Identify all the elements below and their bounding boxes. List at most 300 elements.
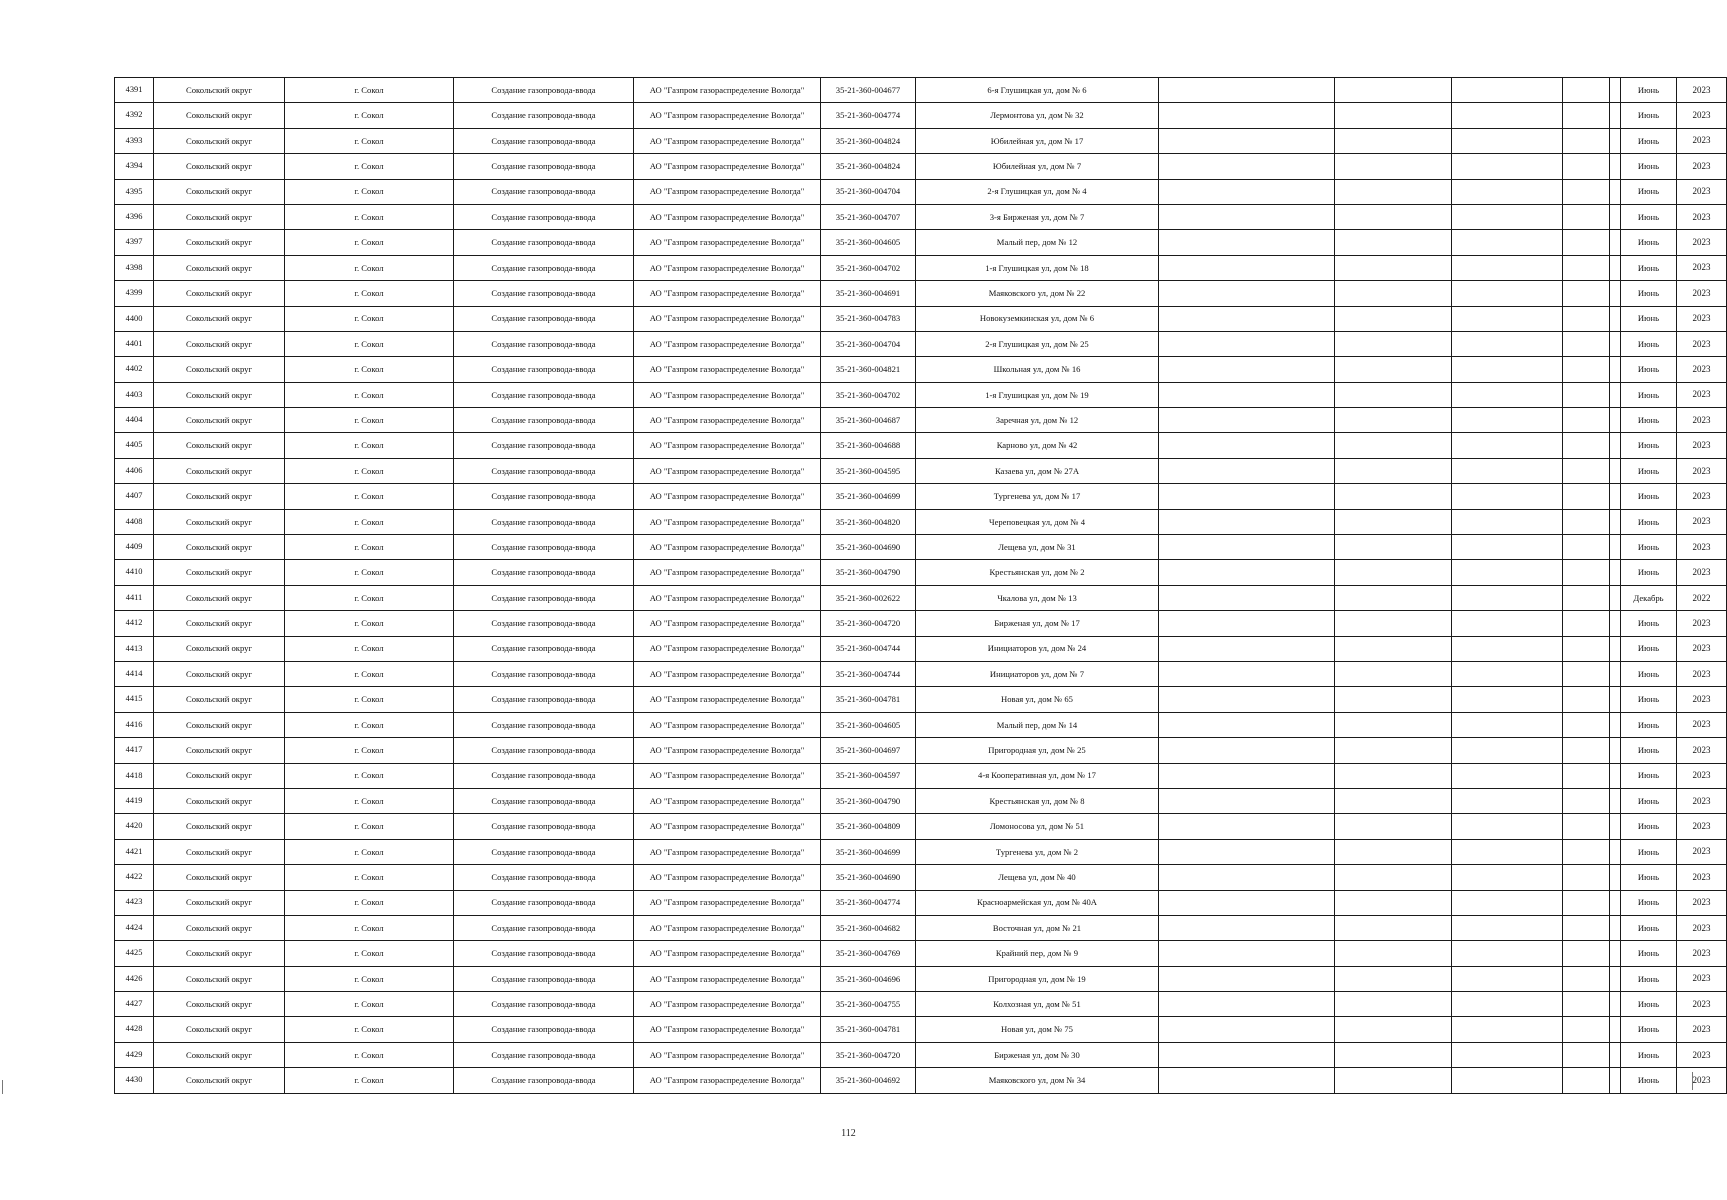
work-type-cell: Создание газопровода-ввода bbox=[454, 408, 634, 433]
month-cell: Июнь bbox=[1621, 230, 1677, 255]
month-cell: Июнь bbox=[1621, 154, 1677, 179]
work-type-cell: Создание газопровода-ввода bbox=[454, 585, 634, 610]
year-cell: 2023 bbox=[1677, 788, 1727, 813]
month-cell: Июнь bbox=[1621, 661, 1677, 686]
empty-cell bbox=[1610, 78, 1621, 103]
district-cell: Сокольский округ bbox=[154, 433, 285, 458]
empty-cell bbox=[1159, 154, 1335, 179]
empty-cell bbox=[1335, 204, 1452, 229]
scan-edge-mark bbox=[1692, 1072, 1693, 1090]
empty-cell bbox=[1563, 636, 1610, 661]
city-cell: г. Сокол bbox=[285, 865, 454, 890]
empty-cell bbox=[1452, 306, 1563, 331]
empty-cell bbox=[1563, 992, 1610, 1017]
organization-cell: АО "Газпром газораспределение Вологда" bbox=[634, 433, 821, 458]
empty-cell bbox=[1159, 408, 1335, 433]
organization-cell: АО "Газпром газораспределение Вологда" bbox=[634, 458, 821, 483]
year-cell: 2023 bbox=[1677, 890, 1727, 915]
month-cell: Декабрь bbox=[1621, 585, 1677, 610]
organization-cell: АО "Газпром газораспределение Вологда" bbox=[634, 839, 821, 864]
empty-cell bbox=[1159, 865, 1335, 890]
year-cell: 2023 bbox=[1677, 458, 1727, 483]
object-code-cell: 35-21-360-004597 bbox=[821, 763, 916, 788]
row-number: 4424 bbox=[115, 915, 154, 940]
row-number: 4415 bbox=[115, 687, 154, 712]
empty-cell bbox=[1452, 128, 1563, 153]
object-code-cell: 35-21-360-004697 bbox=[821, 738, 916, 763]
year-cell: 2022 bbox=[1677, 585, 1727, 610]
city-cell: г. Сокол bbox=[285, 661, 454, 686]
empty-cell bbox=[1159, 788, 1335, 813]
empty-cell bbox=[1610, 941, 1621, 966]
table-row bbox=[115, 560, 1727, 585]
year-cell: 2023 bbox=[1677, 839, 1727, 864]
district-cell: Сокольский округ bbox=[154, 585, 285, 610]
address-cell: 2-я Глушицкая ул, дом № 4 bbox=[916, 179, 1159, 204]
address-cell: Красноармейская ул, дом № 40А bbox=[916, 890, 1159, 915]
year-cell: 2023 bbox=[1677, 306, 1727, 331]
empty-cell bbox=[1335, 636, 1452, 661]
object-code-cell: 35-21-360-004605 bbox=[821, 712, 916, 737]
empty-cell bbox=[1610, 484, 1621, 509]
table-row bbox=[115, 712, 1727, 737]
empty-cell bbox=[1335, 433, 1452, 458]
organization-cell: АО "Газпром газораспределение Вологда" bbox=[634, 992, 821, 1017]
district-cell: Сокольский округ bbox=[154, 255, 285, 280]
work-type-cell: Создание газопровода-ввода bbox=[454, 154, 634, 179]
empty-cell bbox=[1610, 331, 1621, 356]
organization-cell: АО "Газпром газораспределение Вологда" bbox=[634, 154, 821, 179]
empty-cell bbox=[1452, 560, 1563, 585]
city-cell: г. Сокол bbox=[285, 204, 454, 229]
empty-cell bbox=[1335, 458, 1452, 483]
district-cell: Сокольский округ bbox=[154, 306, 285, 331]
empty-cell bbox=[1563, 230, 1610, 255]
address-cell: Малый пер, дом № 14 bbox=[916, 712, 1159, 737]
row-number: 4417 bbox=[115, 738, 154, 763]
table-row bbox=[115, 865, 1727, 890]
empty-cell bbox=[1610, 179, 1621, 204]
city-cell: г. Сокол bbox=[285, 814, 454, 839]
work-type-cell: Создание газопровода-ввода bbox=[454, 788, 634, 813]
empty-cell bbox=[1452, 941, 1563, 966]
year-cell: 2023 bbox=[1677, 154, 1727, 179]
empty-cell bbox=[1335, 788, 1452, 813]
address-cell: Новая ул, дом № 65 bbox=[916, 687, 1159, 712]
organization-cell: АО "Газпром газораспределение Вологда" bbox=[634, 687, 821, 712]
month-cell: Июнь bbox=[1621, 509, 1677, 534]
empty-cell bbox=[1563, 331, 1610, 356]
table-row bbox=[115, 179, 1727, 204]
month-cell: Июнь bbox=[1621, 992, 1677, 1017]
empty-cell bbox=[1563, 814, 1610, 839]
row-number: 4399 bbox=[115, 281, 154, 306]
empty-cell bbox=[1563, 585, 1610, 610]
empty-cell bbox=[1452, 281, 1563, 306]
address-cell: Маяковского ул, дом № 34 bbox=[916, 1068, 1159, 1093]
work-type-cell: Создание газопровода-ввода bbox=[454, 636, 634, 661]
empty-cell bbox=[1610, 611, 1621, 636]
empty-cell bbox=[1610, 636, 1621, 661]
empty-cell bbox=[1563, 509, 1610, 534]
empty-cell bbox=[1563, 560, 1610, 585]
address-cell: Карново ул, дом № 42 bbox=[916, 433, 1159, 458]
empty-cell bbox=[1610, 103, 1621, 128]
district-cell: Сокольский округ bbox=[154, 78, 285, 103]
organization-cell: АО "Газпром газораспределение Вологда" bbox=[634, 357, 821, 382]
organization-cell: АО "Газпром газораспределение Вологда" bbox=[634, 103, 821, 128]
object-code-cell: 35-21-360-004702 bbox=[821, 255, 916, 280]
row-number: 4393 bbox=[115, 128, 154, 153]
table-row bbox=[115, 484, 1727, 509]
city-cell: г. Сокол bbox=[285, 331, 454, 356]
month-cell: Июнь bbox=[1621, 915, 1677, 940]
district-cell: Сокольский округ bbox=[154, 103, 285, 128]
empty-cell bbox=[1159, 941, 1335, 966]
organization-cell: АО "Газпром газораспределение Вологда" bbox=[634, 585, 821, 610]
object-code-cell: 35-21-360-004790 bbox=[821, 788, 916, 813]
empty-cell bbox=[1159, 1017, 1335, 1042]
work-type-cell: Создание газопровода-ввода bbox=[454, 306, 634, 331]
year-cell: 2023 bbox=[1677, 966, 1727, 991]
table-row bbox=[115, 915, 1727, 940]
empty-cell bbox=[1335, 712, 1452, 737]
organization-cell: АО "Газпром газораспределение Вологда" bbox=[634, 535, 821, 560]
month-cell: Июнь bbox=[1621, 535, 1677, 560]
work-type-cell: Создание газопровода-ввода bbox=[454, 484, 634, 509]
object-code-cell: 35-21-360-004744 bbox=[821, 661, 916, 686]
empty-cell bbox=[1610, 814, 1621, 839]
organization-cell: АО "Газпром газораспределение Вологда" bbox=[634, 712, 821, 737]
empty-cell bbox=[1563, 839, 1610, 864]
month-cell: Июнь bbox=[1621, 814, 1677, 839]
city-cell: г. Сокол bbox=[285, 585, 454, 610]
month-cell: Июнь bbox=[1621, 357, 1677, 382]
empty-cell bbox=[1335, 230, 1452, 255]
empty-cell bbox=[1159, 1068, 1335, 1093]
city-cell: г. Сокол bbox=[285, 890, 454, 915]
year-cell: 2023 bbox=[1677, 103, 1727, 128]
district-cell: Сокольский округ bbox=[154, 230, 285, 255]
address-cell: Пригородная ул, дом № 19 bbox=[916, 966, 1159, 991]
organization-cell: АО "Газпром газораспределение Вологда" bbox=[634, 306, 821, 331]
work-type-cell: Создание газопровода-ввода bbox=[454, 433, 634, 458]
city-cell: г. Сокол bbox=[285, 408, 454, 433]
empty-cell bbox=[1452, 763, 1563, 788]
year-cell: 2023 bbox=[1677, 611, 1727, 636]
empty-cell bbox=[1563, 306, 1610, 331]
work-type-cell: Создание газопровода-ввода bbox=[454, 179, 634, 204]
empty-cell bbox=[1335, 382, 1452, 407]
empty-cell bbox=[1563, 915, 1610, 940]
row-number: 4392 bbox=[115, 103, 154, 128]
address-cell: Инициаторов ул, дом № 24 bbox=[916, 636, 1159, 661]
row-number: 4391 bbox=[115, 78, 154, 103]
district-cell: Сокольский округ bbox=[154, 535, 285, 560]
table-row bbox=[115, 103, 1727, 128]
empty-cell bbox=[1563, 408, 1610, 433]
month-cell: Июнь bbox=[1621, 78, 1677, 103]
address-cell: 6-я Глушицкая ул, дом № 6 bbox=[916, 78, 1159, 103]
table-row bbox=[115, 204, 1727, 229]
district-cell: Сокольский округ bbox=[154, 154, 285, 179]
year-cell: 2023 bbox=[1677, 560, 1727, 585]
row-number: 4421 bbox=[115, 839, 154, 864]
year-cell: 2023 bbox=[1677, 712, 1727, 737]
city-cell: г. Сокол bbox=[285, 281, 454, 306]
district-cell: Сокольский округ bbox=[154, 484, 285, 509]
row-number: 4397 bbox=[115, 230, 154, 255]
city-cell: г. Сокол bbox=[285, 839, 454, 864]
address-cell: Тургенева ул, дом № 2 bbox=[916, 839, 1159, 864]
city-cell: г. Сокол bbox=[285, 484, 454, 509]
empty-cell bbox=[1159, 1042, 1335, 1067]
year-cell: 2023 bbox=[1677, 1042, 1727, 1067]
city-cell: г. Сокол bbox=[285, 966, 454, 991]
work-type-cell: Создание газопровода-ввода bbox=[454, 687, 634, 712]
month-cell: Июнь bbox=[1621, 1042, 1677, 1067]
object-code-cell: 35-21-360-004682 bbox=[821, 915, 916, 940]
work-type-cell: Создание газопровода-ввода bbox=[454, 255, 634, 280]
row-number: 4419 bbox=[115, 788, 154, 813]
organization-cell: АО "Газпром газораспределение Вологда" bbox=[634, 484, 821, 509]
work-type-cell: Создание газопровода-ввода bbox=[454, 966, 634, 991]
empty-cell bbox=[1159, 687, 1335, 712]
row-number: 4410 bbox=[115, 560, 154, 585]
page-number: 112 bbox=[841, 1128, 856, 1139]
year-cell: 2023 bbox=[1677, 255, 1727, 280]
work-type-cell: Создание газопровода-ввода bbox=[454, 382, 634, 407]
table-row bbox=[115, 585, 1727, 610]
city-cell: г. Сокол bbox=[285, 611, 454, 636]
row-number: 4414 bbox=[115, 661, 154, 686]
month-cell: Июнь bbox=[1621, 103, 1677, 128]
empty-cell bbox=[1452, 484, 1563, 509]
organization-cell: АО "Газпром газораспределение Вологда" bbox=[634, 1017, 821, 1042]
object-code-cell: 35-21-360-004774 bbox=[821, 103, 916, 128]
empty-cell bbox=[1563, 382, 1610, 407]
empty-cell bbox=[1563, 281, 1610, 306]
address-cell: Крайний пер, дом № 9 bbox=[916, 941, 1159, 966]
row-number: 4408 bbox=[115, 509, 154, 534]
month-cell: Июнь bbox=[1621, 128, 1677, 153]
year-cell: 2023 bbox=[1677, 128, 1727, 153]
empty-cell bbox=[1563, 179, 1610, 204]
object-code-cell: 35-21-360-004704 bbox=[821, 179, 916, 204]
table-row bbox=[115, 255, 1727, 280]
month-cell: Июнь bbox=[1621, 306, 1677, 331]
object-code-cell: 35-21-360-004720 bbox=[821, 1042, 916, 1067]
city-cell: г. Сокол bbox=[285, 382, 454, 407]
district-cell: Сокольский округ bbox=[154, 687, 285, 712]
empty-cell bbox=[1335, 585, 1452, 610]
work-type-cell: Создание газопровода-ввода bbox=[454, 458, 634, 483]
table-row bbox=[115, 661, 1727, 686]
empty-cell bbox=[1335, 865, 1452, 890]
row-number: 4430 bbox=[115, 1068, 154, 1093]
empty-cell bbox=[1610, 585, 1621, 610]
work-type-cell: Создание газопровода-ввода bbox=[454, 890, 634, 915]
work-type-cell: Создание газопровода-ввода bbox=[454, 204, 634, 229]
district-cell: Сокольский округ bbox=[154, 1017, 285, 1042]
address-cell: 1-я Глушицкая ул, дом № 18 bbox=[916, 255, 1159, 280]
table-row bbox=[115, 890, 1727, 915]
empty-cell bbox=[1335, 941, 1452, 966]
table-row bbox=[115, 509, 1727, 534]
month-cell: Июнь bbox=[1621, 179, 1677, 204]
empty-cell bbox=[1563, 763, 1610, 788]
empty-cell bbox=[1610, 357, 1621, 382]
empty-cell bbox=[1610, 763, 1621, 788]
work-type-cell: Создание газопровода-ввода bbox=[454, 1017, 634, 1042]
month-cell: Июнь bbox=[1621, 890, 1677, 915]
empty-cell bbox=[1563, 890, 1610, 915]
month-cell: Июнь bbox=[1621, 687, 1677, 712]
object-code-cell: 35-21-360-004790 bbox=[821, 560, 916, 585]
object-code-cell: 35-21-360-004690 bbox=[821, 865, 916, 890]
empty-cell bbox=[1159, 839, 1335, 864]
empty-cell bbox=[1335, 128, 1452, 153]
object-code-cell: 35-21-360-004821 bbox=[821, 357, 916, 382]
address-cell: Новокуземкинская ул, дом № 6 bbox=[916, 306, 1159, 331]
empty-cell bbox=[1610, 509, 1621, 534]
district-cell: Сокольский округ bbox=[154, 611, 285, 636]
empty-cell bbox=[1159, 382, 1335, 407]
empty-cell bbox=[1610, 865, 1621, 890]
organization-cell: АО "Газпром газораспределение Вологда" bbox=[634, 509, 821, 534]
city-cell: г. Сокол bbox=[285, 357, 454, 382]
row-number: 4416 bbox=[115, 712, 154, 737]
city-cell: г. Сокол bbox=[285, 636, 454, 661]
city-cell: г. Сокол bbox=[285, 230, 454, 255]
empty-cell bbox=[1335, 915, 1452, 940]
object-code-cell: 35-21-360-004774 bbox=[821, 890, 916, 915]
empty-cell bbox=[1452, 585, 1563, 610]
empty-cell bbox=[1159, 128, 1335, 153]
object-code-cell: 35-21-360-004824 bbox=[821, 154, 916, 179]
year-cell: 2023 bbox=[1677, 331, 1727, 356]
empty-cell bbox=[1563, 154, 1610, 179]
empty-cell bbox=[1452, 915, 1563, 940]
empty-cell bbox=[1610, 382, 1621, 407]
row-number: 4412 bbox=[115, 611, 154, 636]
year-cell: 2023 bbox=[1677, 941, 1727, 966]
address-cell: Колхозная ул, дом № 51 bbox=[916, 992, 1159, 1017]
address-cell: Череповецкая ул, дом № 4 bbox=[916, 509, 1159, 534]
row-number: 4409 bbox=[115, 535, 154, 560]
row-number: 4402 bbox=[115, 357, 154, 382]
empty-cell bbox=[1610, 1017, 1621, 1042]
empty-cell bbox=[1452, 738, 1563, 763]
empty-cell bbox=[1610, 839, 1621, 864]
address-cell: Чкалова ул, дом № 13 bbox=[916, 585, 1159, 610]
table-row bbox=[115, 433, 1727, 458]
empty-cell bbox=[1563, 255, 1610, 280]
work-type-cell: Создание газопровода-ввода bbox=[454, 1068, 634, 1093]
empty-cell bbox=[1335, 814, 1452, 839]
district-cell: Сокольский округ bbox=[154, 204, 285, 229]
table-body bbox=[115, 78, 1727, 1094]
empty-cell bbox=[1159, 433, 1335, 458]
month-cell: Июнь bbox=[1621, 865, 1677, 890]
district-cell: Сокольский округ bbox=[154, 839, 285, 864]
work-type-cell: Создание газопровода-ввода bbox=[454, 78, 634, 103]
address-cell: Казаева ул, дом № 27А bbox=[916, 458, 1159, 483]
year-cell: 2023 bbox=[1677, 992, 1727, 1017]
row-number: 4426 bbox=[115, 966, 154, 991]
address-cell: Юбилейная ул, дом № 17 bbox=[916, 128, 1159, 153]
empty-cell bbox=[1452, 839, 1563, 864]
empty-cell bbox=[1159, 331, 1335, 356]
empty-cell bbox=[1610, 712, 1621, 737]
object-code-cell: 35-21-360-004687 bbox=[821, 408, 916, 433]
empty-cell bbox=[1452, 535, 1563, 560]
city-cell: г. Сокол bbox=[285, 306, 454, 331]
empty-cell bbox=[1610, 890, 1621, 915]
empty-cell bbox=[1452, 103, 1563, 128]
table-row bbox=[115, 408, 1727, 433]
row-number: 4394 bbox=[115, 154, 154, 179]
city-cell: г. Сокол bbox=[285, 738, 454, 763]
month-cell: Июнь bbox=[1621, 788, 1677, 813]
year-cell: 2023 bbox=[1677, 357, 1727, 382]
year-cell: 2023 bbox=[1677, 661, 1727, 686]
empty-cell bbox=[1335, 78, 1452, 103]
district-cell: Сокольский округ bbox=[154, 509, 285, 534]
empty-cell bbox=[1335, 535, 1452, 560]
empty-cell bbox=[1563, 611, 1610, 636]
empty-cell bbox=[1610, 788, 1621, 813]
empty-cell bbox=[1563, 103, 1610, 128]
organization-cell: АО "Газпром газораспределение Вологда" bbox=[634, 230, 821, 255]
empty-cell bbox=[1335, 1068, 1452, 1093]
district-cell: Сокольский округ bbox=[154, 179, 285, 204]
work-type-cell: Создание газопровода-ввода bbox=[454, 611, 634, 636]
empty-cell bbox=[1159, 204, 1335, 229]
organization-cell: АО "Газпром газораспределение Вологда" bbox=[634, 331, 821, 356]
row-number: 4404 bbox=[115, 408, 154, 433]
city-cell: г. Сокол bbox=[285, 179, 454, 204]
month-cell: Июнь bbox=[1621, 712, 1677, 737]
empty-cell bbox=[1159, 992, 1335, 1017]
empty-cell bbox=[1610, 306, 1621, 331]
empty-cell bbox=[1610, 738, 1621, 763]
year-cell: 2023 bbox=[1677, 687, 1727, 712]
empty-cell bbox=[1335, 661, 1452, 686]
empty-cell bbox=[1563, 661, 1610, 686]
month-cell: Июнь bbox=[1621, 433, 1677, 458]
city-cell: г. Сокол bbox=[285, 788, 454, 813]
row-number: 4422 bbox=[115, 865, 154, 890]
empty-cell bbox=[1452, 661, 1563, 686]
district-cell: Сокольский округ bbox=[154, 712, 285, 737]
organization-cell: АО "Газпром газораспределение Вологда" bbox=[634, 204, 821, 229]
organization-cell: АО "Газпром газораспределение Вологда" bbox=[634, 128, 821, 153]
empty-cell bbox=[1610, 687, 1621, 712]
city-cell: г. Сокол bbox=[285, 560, 454, 585]
month-cell: Июнь bbox=[1621, 636, 1677, 661]
district-cell: Сокольский округ bbox=[154, 966, 285, 991]
table-row bbox=[115, 230, 1727, 255]
empty-cell bbox=[1159, 636, 1335, 661]
row-number: 4413 bbox=[115, 636, 154, 661]
district-cell: Сокольский округ bbox=[154, 865, 285, 890]
gasification-table bbox=[114, 77, 1727, 1094]
empty-cell bbox=[1335, 890, 1452, 915]
object-code-cell: 35-21-360-004692 bbox=[821, 1068, 916, 1093]
year-cell: 2023 bbox=[1677, 814, 1727, 839]
table-row bbox=[115, 941, 1727, 966]
